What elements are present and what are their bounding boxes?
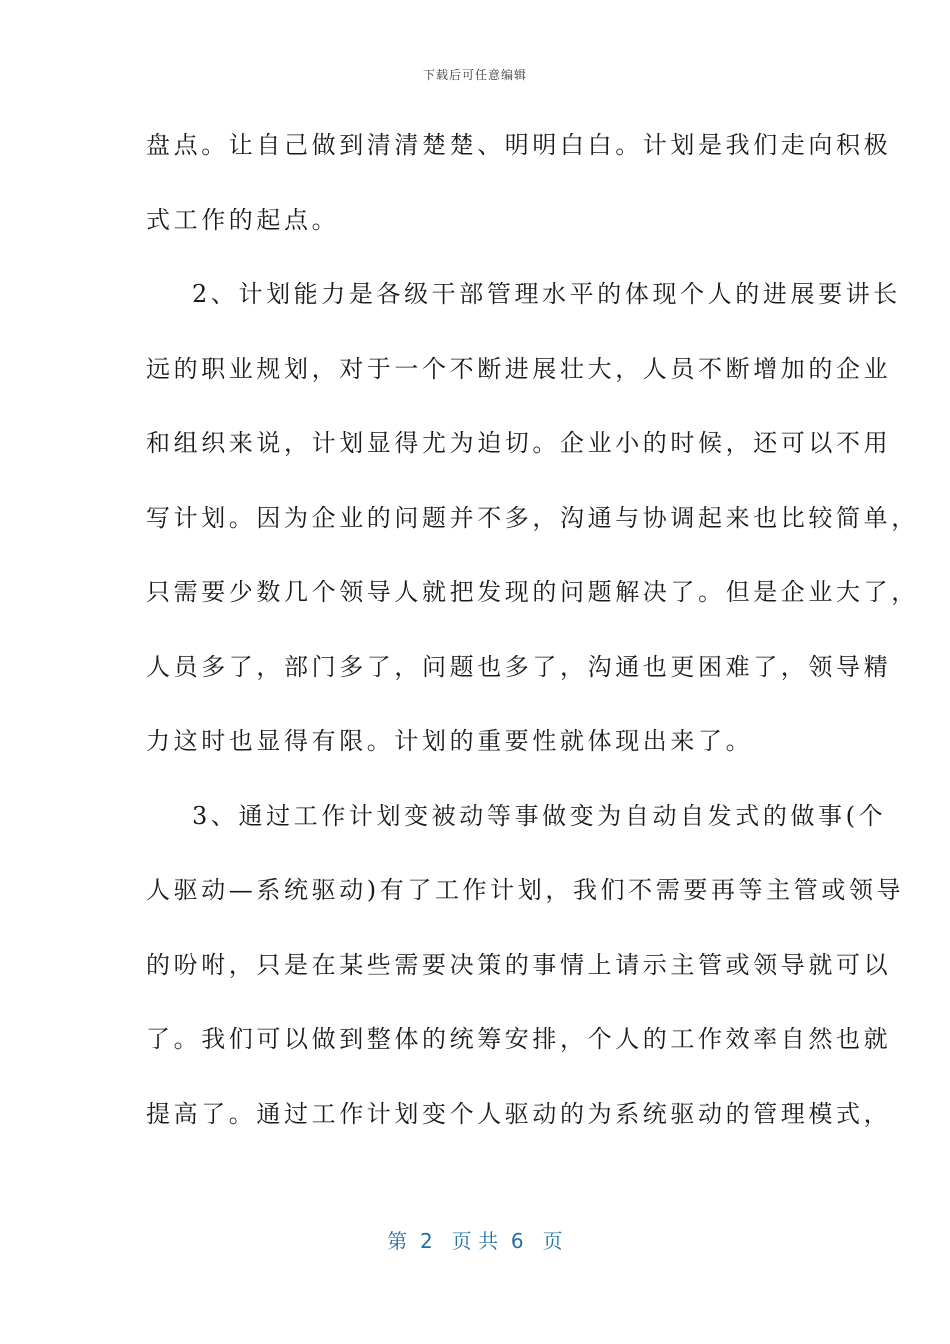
text-line: 只需要少数几个领导人就把发现的问题解决了。但是企业大了，	[146, 578, 919, 606]
text-line: 力这时也显得有限。计划的重要性就体现出来了。	[146, 727, 754, 755]
document-body	[146, 127, 919, 1170]
header-note: 下载后可任意编辑	[422, 68, 527, 82]
text-line: 提高了。通过工作计划变个人驱动的为系统驱动的管理模式，	[146, 1099, 892, 1128]
text-line: 写计划。因为企业的问题并不多，沟通与协调起来也比较简单，	[146, 503, 919, 532]
text-line: 人驱动—系统驱动)有了工作计划，我们不需要再等主管或领导	[146, 876, 905, 904]
text-line: 式工作的起点。	[146, 205, 340, 234]
text-line: 和组织来说，计划显得尤为迫切。企业小的时候，还可以不用	[146, 429, 892, 457]
paragraph-start-line: 3、通过工作计划变被动等事做变为自动自发式的做事(个	[192, 801, 887, 830]
paragraph-start-line: 2、计划能力是各级干部管理水平的体现个人的进展要讲长	[192, 280, 901, 308]
text-line: 的吩咐，只是在某些需要决策的事情上请示主管或领导就可以	[146, 950, 892, 979]
page-number-footer: 第 2 页 共 6 页	[387, 1229, 563, 1253]
text-line: 了。我们可以做到整体的统筹安排，个人的工作效率自然也就	[146, 1025, 892, 1053]
text-line: 盘点。让自己做到清清楚楚、明明白白。计划是我们走向积极	[146, 131, 892, 159]
text-line: 远的职业规划，对于一个不断进展壮大，人员不断增加的企业	[146, 354, 892, 383]
text-line: 人员多了，部门多了，问题也多了，沟通也更困难了，领导精	[146, 652, 892, 681]
